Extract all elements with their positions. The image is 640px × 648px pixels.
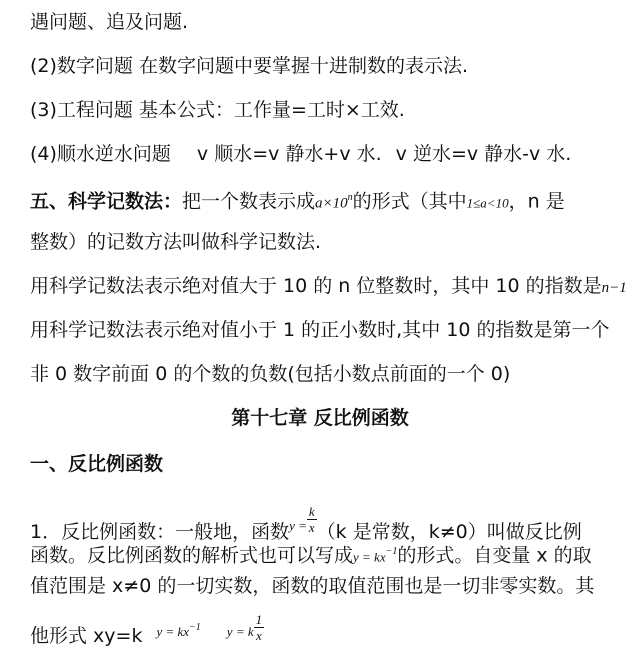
text-line-9 (30, 362, 510, 386)
text-line-p3 (30, 574, 594, 598)
math-expression: a×10 (315, 195, 348, 212)
line-text: (3)工程问题 基本公式：工作量=工时×工效. (30, 99, 405, 121)
math-expression: 1≤a<10 (466, 195, 509, 211)
fraction (254, 612, 265, 643)
math-expression: y = k (226, 624, 254, 639)
line-text: 整数）的记数方法叫做科学记数法. (30, 231, 322, 253)
text-line-3 (30, 98, 405, 122)
text-line-8 (30, 318, 609, 342)
section-title: 一、反比例函数 (30, 453, 164, 475)
math-expression: n−1 (601, 280, 627, 296)
text-line-1 (30, 10, 188, 34)
line-text: 值范围是 x≠0 的一切实数，函数的取值范围也是一切非零实数。其 (30, 575, 595, 597)
fraction-denominator: x (255, 628, 262, 643)
line-text: （k 是常数，k≠0）叫做反比例 (316, 521, 582, 543)
line-text: 1．反比例函数：一般地，函数 (30, 521, 290, 543)
line-text: 把一个数表示成 (182, 190, 316, 213)
fraction-numerator: k (308, 504, 315, 519)
text-line-2 (30, 54, 468, 78)
line-text: 用科学记数法表示绝对值小于 1 的正小数时,其中 10 的指数是第一个 (30, 319, 610, 341)
text-line-p1 (30, 504, 582, 544)
math-exponent: n (347, 192, 353, 203)
line-text: 函数。反比例函数的解析式也可以写成 (30, 544, 354, 567)
section-heading: 五、科学记数法： (30, 190, 183, 213)
line-text: 的形式。自变量 x 的取 (397, 544, 592, 567)
text-line-7 (30, 274, 627, 300)
fraction (307, 504, 317, 535)
line-text: 用科学记数法表示绝对值大于 10 的 n 位整数时，其中 10 的指数是 (30, 275, 602, 297)
line-text: (4)顺水逆水问题 (30, 143, 171, 165)
fraction-numerator: 1 (255, 612, 263, 627)
text-line-p2 (30, 540, 592, 569)
text-line-4 (30, 142, 571, 166)
line-text: 他形式 xy=k (30, 625, 143, 647)
math-expression: y = (289, 518, 307, 533)
line-text: v 逆水=v 静水-v 水. (395, 143, 572, 165)
line-text: ，n 是 (508, 190, 565, 213)
fraction-denominator: x (308, 520, 315, 535)
line-text: 的形式（其中 (352, 190, 467, 213)
math-exponent: −1 (385, 546, 398, 557)
line-text: v 顺水=v 静水+v 水. (196, 143, 382, 165)
math-expression: y = kx (156, 624, 190, 639)
math-expression: y = kx (353, 549, 386, 565)
line-text: (2)数字问题 在数字问题中要掌握十进制数的表示法. (30, 55, 468, 77)
math-exponent: −1 (189, 622, 201, 633)
text-line-6 (30, 230, 321, 254)
line-text: 非 0 数字前面 0 的个数的负数(包括小数点前面的一个 0) (30, 363, 511, 385)
text-line-5 (30, 186, 565, 215)
line-text: 遇问题、追及问题. (30, 11, 189, 33)
chapter-title: 第十七章 反比例函数 (231, 407, 409, 429)
